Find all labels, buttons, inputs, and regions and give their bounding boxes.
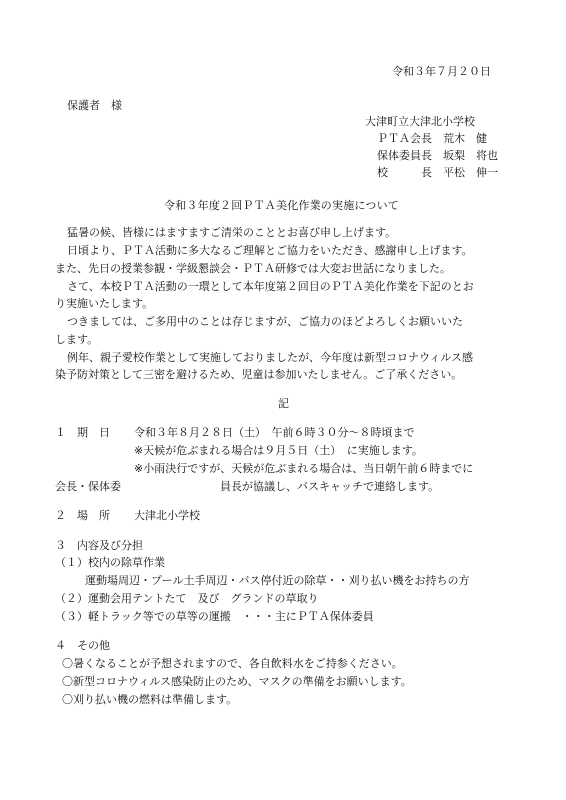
other-item-3: 〇刈り払い機の燃料は準備します。 [62,693,238,706]
date-label: １ 期 日 [55,426,110,439]
content-item-1: （１）校内の除草作業 [55,556,165,569]
body-paragraph-4-line-1: つきましては、ご多用中のことは存じますが、ご協力のほどよろしくお願いいた [67,315,463,328]
body-paragraph-5-line-1: 例年、親子愛校作業として実施しておりましたが、今年度は新型コロナウィルス感 [67,351,474,364]
body-paragraph-2-line-1: 日頃より、ＰＴＡ活動に多大なるご理解とご協力をいただき、感謝申し上げます。 [67,244,473,257]
place-value: 大津北小学校 [134,509,200,522]
body-paragraph-3-line-2: り実施いたします。 [55,297,154,310]
other-item-1: 〇暑くなることが予想されますので、各自飲料水をご持参ください。 [62,657,403,670]
content-item-2: （２）運動会用テントたて 及び グランドの草取り [55,592,319,605]
light-rain-note: ※小雨決行ですが、天候が危ぶまれる場合は、当日朝午前６時までに [134,462,474,475]
body-paragraph-5-line-2: 染予防対策として三密を避けるため、児童は参加いたしません。ご了承ください。 [55,368,463,381]
principal: 校 長 平松 伸一 [377,166,498,179]
welfare-chair: 保体委員長 坂梨 将也 [377,149,498,162]
other-label: ４ その他 [55,639,110,652]
body-paragraph-2-line-2: また、先日の授業参観・学級懇談会・ＰＴＡ研修では大変お世話になりました。 [55,262,451,275]
pta-president: ＰＴＡ会長 荒木 健 [377,132,487,145]
document-title: 令和３年度２回ＰＴＡ美化作業の実施について [164,199,399,212]
body-paragraph-4-line-2: します。 [55,333,99,346]
body-paragraph-1: 猛暑の候、皆様にはますますご清栄のこととお喜び申し上げます。 [67,226,397,239]
content-item-1-detail: 運動場周辺・プール土手周辺・バス停付近の除草・・刈り払い機をお持ちの方 [85,574,470,587]
contact-note-right: 員長が協議し、バスキャッチで連絡します。 [220,480,440,493]
content-label: ３ 内容及び分担 [55,539,143,552]
school-name: 大津町立大津北小学校 [365,115,475,128]
ki-heading: 記 [278,397,289,410]
date-value: 令和３年８月２８日（土） 午前６時３０分～８時頃まで [134,426,415,439]
document-date: 令和３年７月２０日 [392,65,491,78]
recipient: 保護者 様 [67,99,122,112]
contact-note-left: 会長・保体委 [55,480,121,493]
rain-postpone-note: ※天候が危ぶまれる場合は９月５日（土） に実施します。 [134,444,423,457]
other-item-2: 〇新型コロナウィルス感染防止のため、マスクの準備をお願いします。 [62,675,412,688]
place-label: ２ 場 所 [55,509,110,522]
content-item-3: （３）軽トラック等での草等の運搬 ・・・主にＰＴＡ保体委員 [55,610,374,623]
body-paragraph-3-line-1: さて、本校ＰＴＡ活動の一環として本年度第２回目のＰＴＡ美化作業を下記のとお [67,280,474,293]
